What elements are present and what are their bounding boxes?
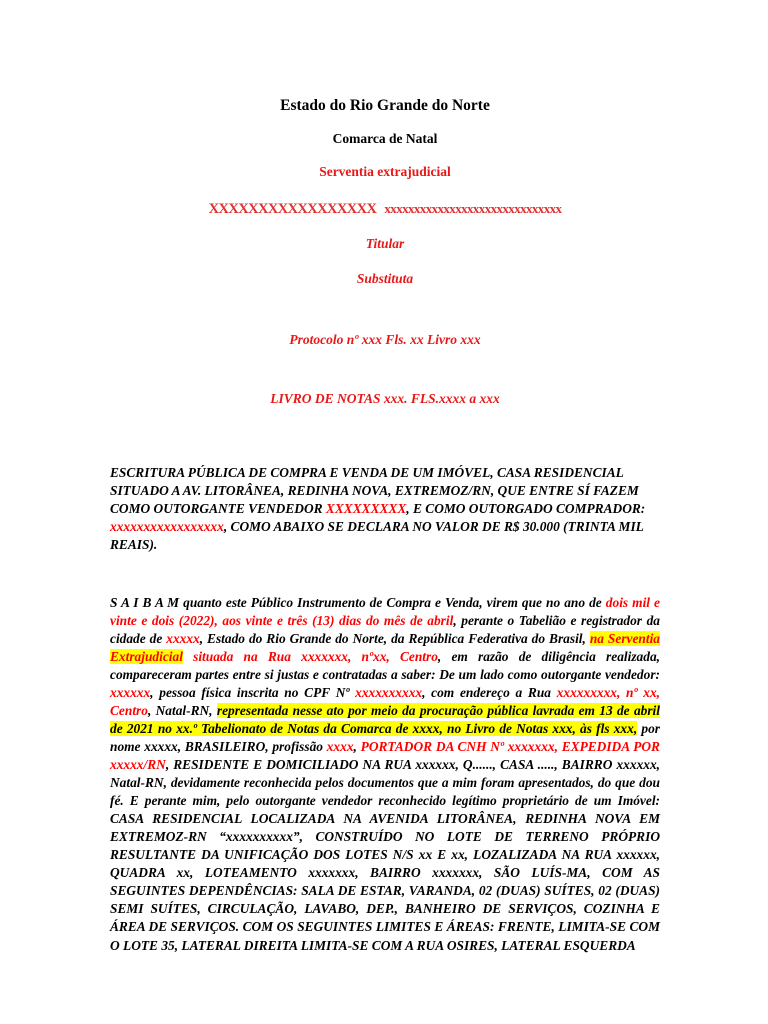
body-segment-3: , perante o Tabelião e registrador da cidade de: [110, 612, 660, 646]
summary-vendor-redacted: XXXXXXXXX: [325, 500, 407, 516]
body-segment-5: , Estado do Rio Grande do Norte, da República Federativa do Brasil,: [199, 630, 590, 646]
body-segment-8: , em razão de diligência realizada, compareceram partes entre si justas e contratadas a saber: De um lado como outorgante vendedor:: [110, 649, 660, 683]
page-title: Estado do Rio Grande do Norte: [280, 97, 490, 114]
summary-paragraph: [110, 464, 660, 554]
body-cnh-redacted: PORTADOR DA CNH Nº xxxxxxx, EXPEDIDA POR xxxxx/RN: [110, 739, 660, 773]
body-street-redacted: xxxxxxxxx, nº xx, Centro: [110, 685, 660, 719]
redacted-name-line: [110, 200, 660, 218]
summary-segment-1: ESCRITURA PÚBLICA DE COMPRA E VENDA DE UM IMÓVEL, CASA RESIDENCIAL SITUADO A AV. LITORÂNEA, REDINHA NOVA, EXTREMOZ/RN, QUE ENTRE SÍ FAZEM COMO OUTORGANTE VENDEDOR: [110, 464, 639, 516]
body-serventia-highlight: na Serventia Extrajudicial: [110, 630, 661, 664]
summary-segment-3: , E COMO OUTORGADO COMPRADOR:: [406, 500, 646, 516]
body-segment-18: ,: [353, 739, 361, 755]
titular-label: Titular: [365, 236, 405, 252]
body-segment-14: , Natal-RN,: [147, 703, 217, 719]
body-segment-16: por nome xxxxx, BRASILEIRO, profissão: [110, 721, 661, 755]
body-paragraph: [110, 594, 660, 955]
summary-buyer-redacted: xxxxxxxxxxxxxxxxx: [110, 518, 224, 534]
redacted-name-upper: XXXXXXXXXXXXXXXXX: [208, 201, 377, 218]
redacted-name-lower: xxxxxxxxxxxxxxxxxxxxxxxxxxxxxx: [384, 201, 562, 217]
livro-de-notas-line: LIVRO DE NOTAS xxx. FLS.xxxx a xxx: [270, 390, 500, 406]
body-segment-12: , com endereço a Rua: [422, 685, 557, 701]
body-address-redacted: situada na Rua xxxxxxx, nºxx, Centro: [182, 649, 438, 664]
body-cpf-redacted: xxxxxxxxxx: [355, 685, 423, 701]
comarca-subtitle: Comarca de Natal: [332, 131, 438, 147]
protocolo-line: Protocolo nº xxx Fls. xx Livro xxx: [289, 332, 481, 347]
substituta-label: Substituta: [356, 271, 414, 287]
redacted-name-spacer: [379, 201, 382, 216]
body-city-redacted: xxxxx: [166, 630, 200, 646]
document-content: [110, 0, 660, 955]
body-segment-20: , RESIDENTE E DOMICILIADO NA RUA xxxxxx, Q......, CASA ....., BAIRRO xxxxxx, Natal-RN, devidamente reconhecida pelos documentos que a mim foram apresentados, do que dou fé. E perante mim, pelo outorgante vendedor reconhecido legítimo proprietário de um Imóvel: CASA RESIDENCIAL LOCALIZADA NA AVENIDA LITORÂNEA, REDINHA NOVA EM EXTREMOZ-RN “xxxxxxxxxx”, CONSTRUÍDO NO LOTE DE TERRENO PRÓPRIO RESULTANTE DA UNIFICAÇÃO DOS LOTES N/S xx E xx, LOZALIZADA NA RUA xxxxxx, QUADRA xx, LOTEAMENTO xxxxxxx, BAIRRO xxxxxxx, SÃO LUÍS-MA, COM AS SEGUINTES DEPENDÊNCIAS: SALA DE ESTAR, VARANDA, 02 (DUAS) SUÍTES, 02 (DUAS) SEMI SUÍTES, CIRCULAÇÃO, LAVABO, DEP., BANHEIRO DE SERVIÇOS, COZINHA E ÁREA DE SERVIÇOS. COM OS SEGUINTES LIMITES E ÁREAS: FRENTE, LIMITA-SE COM O LOTE 35, LATERAL DIREITA LIMITA-SE COM A RUA OSIRES, LATERAL ESQUERDA: [110, 757, 660, 953]
body-procuracao-highlight: representada nesse ato por meio da procuração pública lavrada em 13 de abril de 2021 no xx.º Tabelionato de Notas da Comarca de xxxx, no Livro de Notas xxx, às fls xxx,: [110, 703, 660, 737]
body-date-redacted: dois mil e vinte e dois (2022), aos vinte e três (13) dias do mês de abril: [110, 594, 660, 628]
serventia-subtitle: Serventia extrajudicial: [319, 164, 451, 180]
body-profissao-redacted: xxxx: [326, 739, 354, 755]
body-vendor-name-redacted: xxxxxx: [110, 685, 151, 701]
summary-segment-5: , COMO ABAIXO SE DECLARA NO VALOR DE R$ 30.000 (TRINTA MIL REAIS).: [110, 518, 644, 552]
body-segment-1: S A I B A M quanto este Público Instrumento de Compra e Venda, virem que no ano de: [110, 594, 606, 610]
body-segment-10: , pessoa física inscrita no CPF Nº: [150, 685, 356, 701]
